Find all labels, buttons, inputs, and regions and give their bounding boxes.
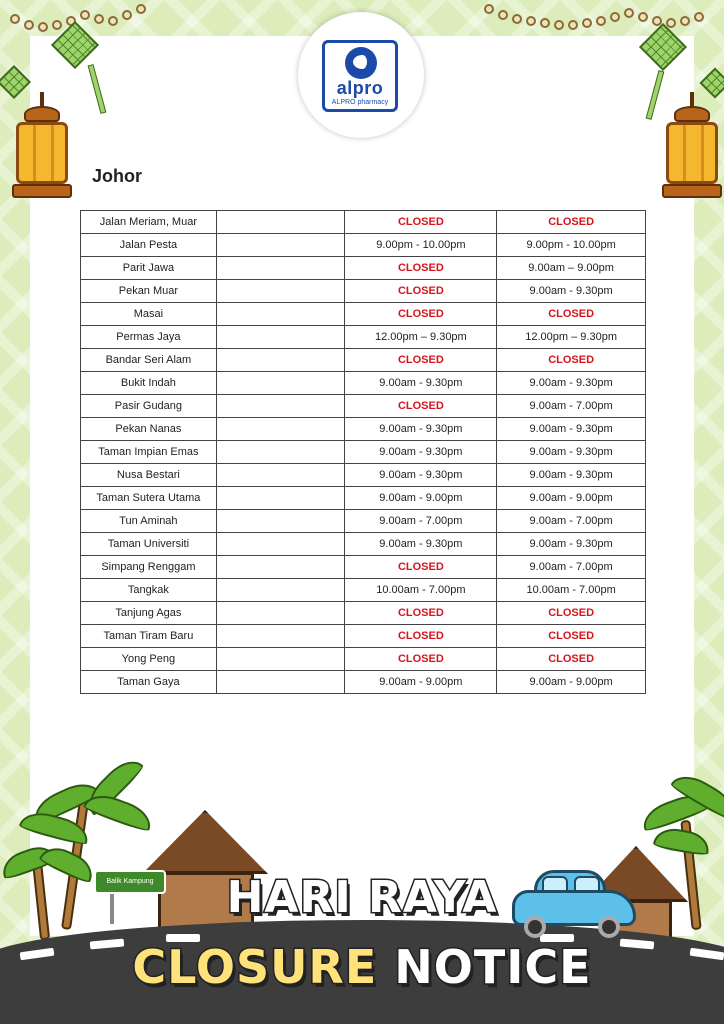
- blank-cell: [216, 556, 345, 579]
- blank-cell: [216, 257, 345, 280]
- table-row: [81, 211, 646, 234]
- lantern-icon: [12, 106, 72, 206]
- title-notice: NOTICE: [394, 940, 592, 994]
- day-one-hours-cell: 9.00am - 9.30pm: [345, 533, 497, 556]
- outlet-name-cell: Permas Jaya: [81, 326, 217, 349]
- table-row: [81, 648, 646, 671]
- outlet-name-cell: Taman Tiram Baru: [81, 625, 217, 648]
- blank-cell: [216, 441, 345, 464]
- day-two-hours-cell: 9.00am - 9.30pm: [497, 372, 646, 395]
- day-one-hours-cell: 9.00am - 9.00pm: [345, 487, 497, 510]
- blank-cell: [216, 349, 345, 372]
- table-row: [81, 234, 646, 257]
- day-one-hours-cell: 9.00am - 7.00pm: [345, 510, 497, 533]
- day-one-hours-cell: CLOSED: [345, 280, 497, 303]
- closure-schedule-table: [80, 210, 646, 694]
- table-row: [81, 418, 646, 441]
- blank-cell: [216, 464, 345, 487]
- day-one-hours-cell: CLOSED: [345, 648, 497, 671]
- blank-cell: [216, 671, 345, 694]
- day-one-hours-cell: CLOSED: [345, 625, 497, 648]
- outlet-name-cell: Taman Sutera Utama: [81, 487, 217, 510]
- outlet-name-cell: Taman Universiti: [81, 533, 217, 556]
- hari-raya-scene: [0, 760, 724, 1024]
- day-one-hours-cell: 10.00am - 7.00pm: [345, 579, 497, 602]
- table-row: [81, 625, 646, 648]
- day-one-hours-cell: CLOSED: [345, 303, 497, 326]
- outlet-name-cell: Parit Jawa: [81, 257, 217, 280]
- day-two-hours-cell: 10.00am - 7.00pm: [497, 579, 646, 602]
- table-row: [81, 441, 646, 464]
- region-heading: Johor: [92, 166, 143, 186]
- table-row: [81, 533, 646, 556]
- day-one-hours-cell: CLOSED: [345, 602, 497, 625]
- blank-cell: [216, 211, 345, 234]
- outlet-name-cell: Tun Aminah: [81, 510, 217, 533]
- table-row: [81, 257, 646, 280]
- table-row: [81, 510, 646, 533]
- garland-right: [480, 0, 724, 30]
- day-one-hours-cell: 12.00pm – 9.30pm: [345, 326, 497, 349]
- table-row: [81, 671, 646, 694]
- day-one-hours-cell: CLOSED: [345, 257, 497, 280]
- day-two-hours-cell: CLOSED: [497, 648, 646, 671]
- alpro-mark-icon: [345, 47, 377, 79]
- day-one-hours-cell: 9.00am - 9.30pm: [345, 464, 497, 487]
- outlet-name-cell: Yong Peng: [81, 648, 217, 671]
- outlet-name-cell: Jalan Pesta: [81, 234, 217, 257]
- table-row: [81, 602, 646, 625]
- day-two-hours-cell: 9.00am - 7.00pm: [497, 510, 646, 533]
- day-two-hours-cell: 9.00am - 9.30pm: [497, 280, 646, 303]
- day-two-hours-cell: 9.00am - 9.30pm: [497, 441, 646, 464]
- day-two-hours-cell: 9.00am - 7.00pm: [497, 556, 646, 579]
- day-one-hours-cell: 9.00am - 9.30pm: [345, 418, 497, 441]
- day-two-hours-cell: CLOSED: [497, 211, 646, 234]
- day-two-hours-cell: 9.00am - 9.00pm: [497, 487, 646, 510]
- blank-cell: [216, 648, 345, 671]
- table-row: [81, 579, 646, 602]
- day-two-hours-cell: 9.00am - 9.30pm: [497, 418, 646, 441]
- logo-subtext: ALPRO pharmacy: [331, 99, 389, 106]
- day-two-hours-cell: 9.00am – 9.00pm: [497, 257, 646, 280]
- blank-cell: [216, 395, 345, 418]
- day-two-hours-cell: CLOSED: [497, 602, 646, 625]
- day-one-hours-cell: CLOSED: [345, 349, 497, 372]
- outlet-name-cell: Tanjung Agas: [81, 602, 217, 625]
- table-row: [81, 372, 646, 395]
- blank-cell: [216, 487, 345, 510]
- blank-cell: [216, 280, 345, 303]
- outlet-name-cell: Jalan Meriam, Muar: [81, 211, 217, 234]
- outlet-name-cell: Taman Impian Emas: [81, 441, 217, 464]
- lantern-icon: [662, 106, 722, 206]
- blank-cell: [216, 326, 345, 349]
- table-row: [81, 280, 646, 303]
- blank-cell: [216, 579, 345, 602]
- blank-cell: [216, 372, 345, 395]
- blank-cell: [216, 625, 345, 648]
- outlet-name-cell: Simpang Renggam: [81, 556, 217, 579]
- table-row: [81, 395, 646, 418]
- day-two-hours-cell: CLOSED: [497, 349, 646, 372]
- outlet-name-cell: Taman Gaya: [81, 671, 217, 694]
- day-one-hours-cell: 9.00am - 9.00pm: [345, 671, 497, 694]
- road-sign: Balik Kampung: [94, 870, 166, 894]
- title-hari-raya: HARI RAYA: [226, 872, 498, 923]
- outlet-name-cell: Masai: [81, 303, 217, 326]
- table-row: [81, 303, 646, 326]
- outlet-name-cell: Tangkak: [81, 579, 217, 602]
- day-two-hours-cell: 9.00pm - 10.00pm: [497, 234, 646, 257]
- blank-cell: [216, 303, 345, 326]
- outlet-name-cell: Pekan Nanas: [81, 418, 217, 441]
- blank-cell: [216, 533, 345, 556]
- day-two-hours-cell: 12.00pm – 9.30pm: [497, 326, 646, 349]
- table-row: [81, 464, 646, 487]
- day-two-hours-cell: CLOSED: [497, 625, 646, 648]
- house-icon: [142, 810, 268, 874]
- day-one-hours-cell: 9.00am - 9.30pm: [345, 372, 497, 395]
- table-row: [81, 349, 646, 372]
- outlet-name-cell: Bandar Seri Alam: [81, 349, 217, 372]
- blank-cell: [216, 234, 345, 257]
- outlet-name-cell: Bukit Indah: [81, 372, 217, 395]
- day-two-hours-cell: 9.00am - 9.00pm: [497, 671, 646, 694]
- logo-text: alpro: [336, 78, 384, 98]
- day-two-hours-cell: 9.00am - 9.30pm: [497, 533, 646, 556]
- blank-cell: [216, 602, 345, 625]
- day-one-hours-cell: CLOSED: [345, 556, 497, 579]
- outlet-name-cell: Pekan Muar: [81, 280, 217, 303]
- day-two-hours-cell: CLOSED: [497, 303, 646, 326]
- outlet-name-cell: Nusa Bestari: [81, 464, 217, 487]
- table-row: [81, 326, 646, 349]
- table-row: [81, 487, 646, 510]
- blank-cell: [216, 418, 345, 441]
- day-two-hours-cell: 9.00am - 9.30pm: [497, 464, 646, 487]
- title-closure: CLOSURE: [132, 940, 378, 994]
- outlet-name-cell: Pasir Gudang: [81, 395, 217, 418]
- day-one-hours-cell: 9.00am - 9.30pm: [345, 441, 497, 464]
- blank-cell: [216, 510, 345, 533]
- day-two-hours-cell: 9.00am - 7.00pm: [497, 395, 646, 418]
- day-one-hours-cell: CLOSED: [345, 211, 497, 234]
- title-closure-notice: [0, 940, 724, 994]
- table-row: [81, 556, 646, 579]
- day-one-hours-cell: CLOSED: [345, 395, 497, 418]
- alpro-logo: [322, 40, 398, 112]
- day-one-hours-cell: 9.00pm - 10.00pm: [345, 234, 497, 257]
